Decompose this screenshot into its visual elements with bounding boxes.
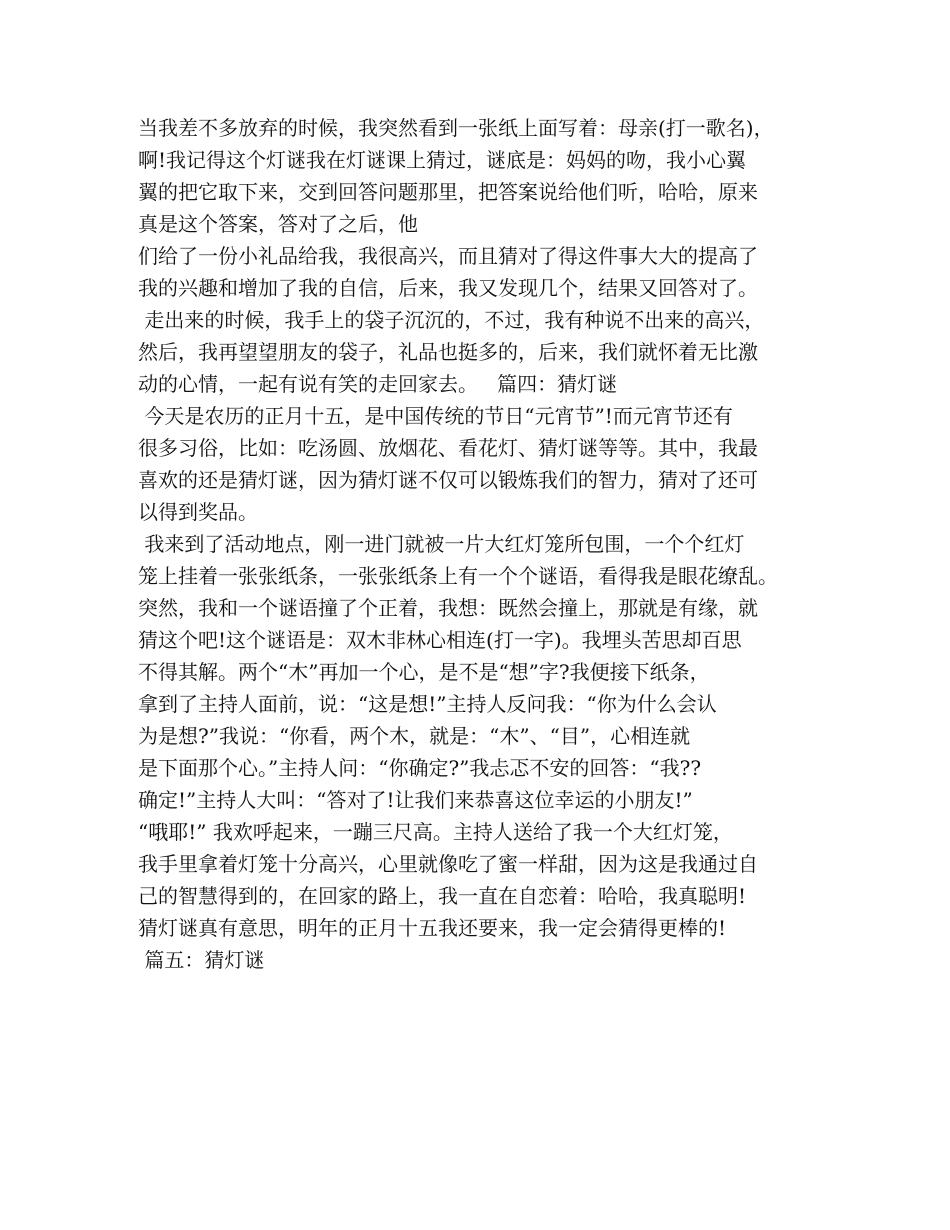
document-body [138, 112, 838, 976]
text-line: 很多习俗，比如：吃汤圆、放烟花、看花灯、猜灯谜等等。其中，我最 [138, 436, 758, 460]
text-line: 啊!我记得这个灯谜我在灯谜课上猜过，谜底是：妈妈的吻，我小心翼 [138, 148, 747, 172]
text-line: 喜欢的还是猜灯谜，因为猜灯谜不仅可以锻炼我们的智力，猜对了还可 [138, 468, 758, 492]
text-line: 猜这个吧!这个谜语是：双木非林心相连(打一字)。我埋头苦思却百思 [138, 628, 742, 652]
text-line: “哦耶!” 我欢呼起来，一蹦三尺高。主持人送给了我一个大红灯笼， [138, 820, 733, 844]
text-line: 真是这个答案，答对了之后，他 [138, 212, 418, 236]
text-line: 不得其解。两个“木”再加一个心，是不是“想”字?我便接下纸条， [138, 660, 710, 684]
text-line: 当我差不多放弃的时候，我突然看到一张纸上面写着：母亲(打一歌名)， [138, 116, 774, 140]
text-line: 笼上挂着一张张纸条，一张张纸条上有一个个谜语，看得我是眼花缭乱。 [138, 564, 778, 588]
text-line: 己的智慧得到的，在回家的路上，我一直在自恋着：哈哈，我真聪明! [138, 884, 747, 908]
text-line: 翼的把它取下来，交到回答问题那里，把答案说给他们听，哈哈，原来 [138, 180, 758, 204]
text-line: 为是想?”我说：“你看，两个木，就是：“木”、“目”，心相连就 [138, 724, 691, 748]
text-line: 我的兴趣和增加了我的自信，后来，我又发现几个，结果又回答对了。 [138, 276, 758, 300]
section-heading-line: 动的心情，一起有说有笑的走回家去。 篇四：猜灯谜 [138, 372, 618, 396]
text-line: 今天是农历的正月十五，是中国传统的节日“元宵节”!而元宵节还有 [138, 404, 733, 428]
text-line: 是下面那个心。”主持人问：“你确定?”我忐忑不安的回答：“我?? [138, 756, 702, 780]
section-heading-line: 篇五：猜灯谜 [138, 948, 265, 972]
text-line: 以得到奖品。 [138, 500, 258, 524]
text-line: 拿到了主持人面前，说：“这是想!”主持人反问我：“你为什么会认 [138, 692, 717, 716]
text-line: 突然，我和一个谜语撞了个正着，我想：既然会撞上，那就是有缘，就 [138, 596, 758, 620]
text-line: 们给了一份小礼品给我，我很高兴，而且猜对了得这件事大大的提高了 [138, 244, 758, 268]
text-line: 确定!”主持人大叫：“答对了!让我们来恭喜这位幸运的小朋友!” [138, 788, 693, 812]
text-line: 我来到了活动地点，刚一进门就被一片大红灯笼所包围，一个个红灯 [138, 532, 745, 556]
text-line: 猜灯谜真有意思，明年的正月十五我还要来，我一定会猜得更棒的! [138, 916, 727, 940]
text-line: 然后，我再望望朋友的袋子，礼品也挺多的，后来，我们就怀着无比激 [138, 340, 758, 364]
text-line: 我手里拿着灯笼十分高兴，心里就像吃了蜜一样甜，因为这是我通过自 [138, 852, 758, 876]
text-line: 走出来的时候，我手上的袋子沉沉的，不过，我有种说不出来的高兴， [138, 308, 765, 332]
